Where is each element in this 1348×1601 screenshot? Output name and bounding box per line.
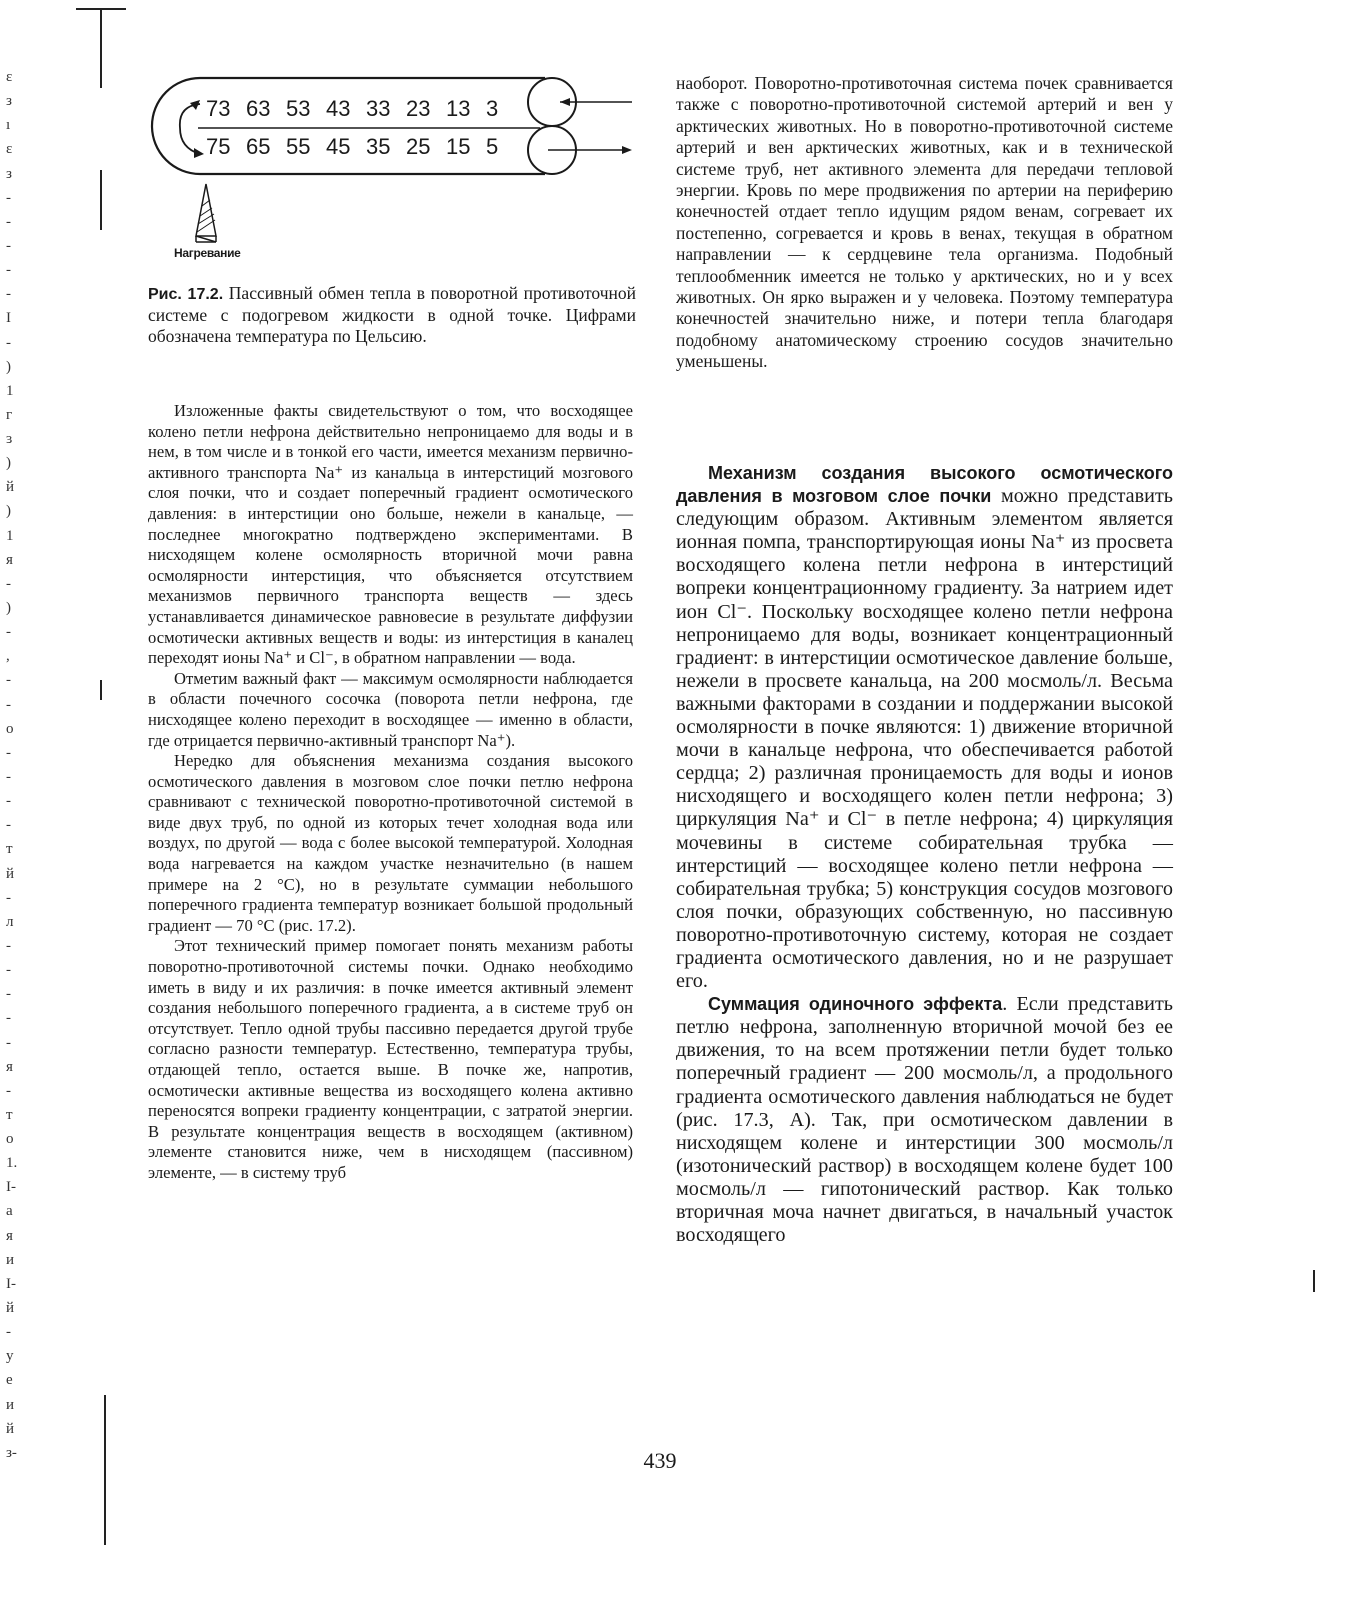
section-paragraph-summation bbox=[676, 993, 1173, 1247]
heating-label: Нагревание bbox=[174, 246, 241, 260]
section-text: . Если представить петлю нефрона, заполненную вторичной мочой без ее движения, то на всем протяжении петли будет только поперечный градиент — 200 мосмоль/л, а продольного градиента осмотического давления наблюдаться не будет (рис. 17.3, А). Так, при осмотическом давлении в нисходящем колене и интерстиции 300 мосмоль/л (изотонический раствор) в восходящем колене будет 100 мосмоль/л — гипотонический раствор. Как только вторичная моча начнет двигаться, в начальный участок восходящего bbox=[676, 993, 1173, 1247]
margin-glyph: й bbox=[6, 1300, 15, 1317]
paragraph: Отметим важный факт — максимум осмолярности наблюдается в области почечного сосочка (поворота петли нефрона, где нисходящее колено переходит в восходящее — именно в области, где отрицается первично-активный транспорт Na⁺). bbox=[148, 668, 633, 750]
gutter-line bbox=[104, 1395, 106, 1545]
temperature-value: 53 bbox=[286, 96, 311, 121]
temperature-value: 45 bbox=[326, 134, 351, 159]
paragraph: Нередко для объяснения механизма создания высокого осмотического давления в мозговом слое почки петлю нефрона сравнивают с технической поворотно-противоточной системой в виде двух труб, по одной из которых течет холодная вода или воздух, по другой — вода с более высокой температурой. Холодная вода нагревается на каждом участке незначительно (в нашем примере на 2 °С), но в результате суммации небольшого поперечного градиента температур возникает большой продольный градиент — 70 °С (рис. 17.2). bbox=[148, 751, 633, 935]
inner-bend-arrow bbox=[180, 104, 200, 154]
margin-glyph: а bbox=[6, 1203, 13, 1220]
margin-glyph: - bbox=[6, 1010, 11, 1027]
margin-glyph: - bbox=[6, 672, 11, 689]
section-heading: Механизм создания высокого осмотического давления в мозговом слое почки bbox=[676, 463, 1173, 507]
margin-glyph: т bbox=[6, 841, 13, 858]
margin-glyph: - bbox=[6, 817, 11, 834]
margin-glyph: I- bbox=[6, 1179, 16, 1196]
margin-glyph: - bbox=[6, 986, 11, 1003]
temperature-value: 25 bbox=[406, 134, 431, 159]
margin-glyph: ) bbox=[6, 358, 11, 375]
margin-glyph: ı bbox=[6, 117, 11, 134]
margin-glyph: - bbox=[6, 213, 11, 230]
margin-glyph: з bbox=[6, 93, 12, 110]
margin-glyph: - bbox=[6, 1324, 11, 1341]
margin-glyph: у bbox=[6, 1348, 14, 1365]
temperature-value: 43 bbox=[326, 96, 351, 121]
margin-glyph: з- bbox=[6, 1444, 17, 1461]
margin-glyph: й bbox=[6, 865, 15, 882]
left-column bbox=[148, 401, 633, 1184]
margin-glyph: - bbox=[6, 189, 11, 206]
page-number: 439 bbox=[643, 1448, 677, 1473]
temperature-value: 63 bbox=[246, 96, 271, 121]
margin-glyph: й bbox=[6, 479, 15, 496]
margin-glyph: з bbox=[6, 165, 12, 182]
heating-arrow-icon bbox=[196, 184, 216, 242]
figure-caption bbox=[148, 283, 636, 347]
temperature-value: 23 bbox=[406, 96, 431, 121]
paragraph: Изложенные факты свидетельствуют о том, что восходящее колено петли нефрона действительно непроницаемо для воды и в нем, в том числе и в тонкой его части, имеется механизм первично-активного транспорта Na⁺ из канальца в интерстиций мозгового слоя почки, что и создает поперечный градиент осмотического давления: в интерстиции оно больше, нежели в канальце, — последнее многократно подтверждено экспериментами. В нисходящем колене осмолярность вторичной мочи равна осмолярности интерстиция, что объясняется отсутствием механизмов первичного транспорта веществ — здесь устанавливается динамическое равновесие в результате диффузии осмотически активных веществ и воды: из интерстиция в каналец переходят ионы Na⁺ и Cl⁻, в обратном направлении — вода. bbox=[148, 401, 633, 668]
margin-glyph: и bbox=[6, 1396, 15, 1413]
margin-glyph: я bbox=[6, 1227, 13, 1244]
margin-glyph: - bbox=[6, 793, 11, 810]
temperature-value: 35 bbox=[366, 134, 391, 159]
margin-glyph: - bbox=[6, 286, 11, 303]
margin-glyph: ) bbox=[6, 503, 11, 520]
temperature-row-bottom bbox=[206, 134, 536, 164]
margin-glyph: о bbox=[6, 1131, 14, 1148]
margin-glyph: 1 bbox=[6, 527, 14, 544]
margin-glyph: е bbox=[6, 1372, 13, 1389]
temperature-value: 65 bbox=[246, 134, 271, 159]
margin-glyph: - bbox=[6, 696, 11, 713]
margin-glyph: - bbox=[6, 889, 11, 906]
margin-glyph: - bbox=[6, 575, 11, 592]
margin-glyph: - bbox=[6, 744, 11, 761]
temperature-value: 55 bbox=[286, 134, 311, 159]
margin-glyph: , bbox=[6, 648, 10, 665]
paragraph: Этот технический пример помогает понять механизм работы поворотно-противоточной системы почки. Однако необходимо иметь в виду и их различия: в почке имеется активный элемент создания небольшого поперечного градиента, а в системе труб он отсутствует. Тепло одной трубы пассивно передается другой трубе согласно разности температур. Естественно, температура трубы, отдающей тепло, остается выше. В почке же, напротив, осмотически активные вещества из восходящего колена активно переносятся вопреки градиенту концентрации, с затратой энергии. В результате концентрация веществ в восходящем (активном) элементе становится ниже, чем в нисходящем (пассивном) элементе, — в систему труб bbox=[148, 936, 633, 1182]
facing-page-margin bbox=[0, 0, 36, 1601]
margin-glyph: й bbox=[6, 1420, 15, 1437]
section-paragraph-mechanism bbox=[676, 462, 1173, 993]
section-text: можно представить следующим образом. Активным элементом является ионная помпа, транспортирующая ионы Na⁺ из просвета восходящего колена петли нефрона в интерстиций вопреки концентрационному градиенту. За натрием идет ион Cl⁻. Поскольку восходящее колено петли нефрона непроницаемо для воды, возникает концентрационный градиент: в интерстиции осмотическое давление больше, нежели в просвете канальца, на 200 мосмоль/л. Весьма важными факторами в создании и поддержании высокой осмолярности в почке являются: 1) движение вторичной мочи в канальце нефрона, что обеспечивается работой сердца; 2) различная проницаемость для воды и ионов нисходящего и восходящего колен петли нефрона; 3) циркуляция Na⁺ и Cl⁻ в петле нефрона; 4) циркуляция мочевины в системе собирательная трубка — интерстиций — восходящее колено петли нефрона — собирательная трубка; 5) конструкция сосудов мозгового слоя почки, образующих собственную, но пассивную поворотно-противоточную систему, которая не создает градиента осмотического давления, но и не разрушает его. bbox=[676, 485, 1173, 993]
margin-glyph: г bbox=[6, 406, 13, 423]
temperature-value: 75 bbox=[206, 134, 231, 159]
margin-glyph: ε bbox=[6, 69, 13, 85]
caption-label: Рис. 17.2. bbox=[148, 286, 224, 303]
margin-glyph: - bbox=[6, 962, 11, 979]
temperature-value: 3 bbox=[486, 96, 499, 121]
right-edge-line bbox=[1313, 1270, 1315, 1292]
temperature-value: 33 bbox=[366, 96, 391, 121]
gutter-line-top-bar bbox=[76, 8, 126, 10]
margin-glyph: - bbox=[6, 937, 11, 954]
margin-glyph: I- bbox=[6, 1275, 16, 1292]
margin-glyph: ) bbox=[6, 600, 11, 617]
temperature-value: 5 bbox=[486, 134, 499, 159]
right-column-main bbox=[676, 462, 1173, 1247]
margin-glyph: т bbox=[6, 1106, 13, 1123]
gutter-line bbox=[100, 680, 102, 700]
margin-glyph: - bbox=[6, 334, 11, 351]
temperature-value: 15 bbox=[446, 134, 471, 159]
margin-glyph: - bbox=[6, 262, 11, 279]
margin-glyph: ) bbox=[6, 455, 11, 472]
outflow-arrowhead bbox=[622, 146, 632, 154]
temperature-row-top bbox=[206, 96, 536, 126]
margin-glyph: 1 bbox=[6, 382, 14, 399]
caption-text: Пассивный обмен тепла в поворотной противоточной системе с подогревом жидкости в одной точке. Цифрами обозначена температура по Цельсию. bbox=[148, 283, 636, 346]
margin-glyph: ɜ bbox=[6, 431, 13, 448]
margin-glyph: - bbox=[6, 1034, 11, 1051]
gutter-line bbox=[100, 170, 102, 230]
margin-glyph: я bbox=[6, 551, 13, 568]
paragraph: наоборот. Поворотно-противоточная система почек сравнивается также с поворотно-противоточной системой артерий и вен у арктических животных. Но в поворотно-противоточной системе артерий и вен арктических животных, как и в технической системе труб, нет активного элемента для передачи тепловой энергии. Кровь по мере продвижения по артерии на периферию конечностей отдает тепло идущим рядом венам, согревает их постепенно, согревается и кровь в венах, текущая в обратном направлении — к сердцевине тела организма. Подобный теплообменник имеется не только у арктических, но и у всех животных. Он ярко выражен и у человека. Поэтому температура конечностей значительно ниже, и потери тепла благодаря подобному анатомическому строению сосудов значительно уменьшены. bbox=[676, 73, 1173, 372]
margin-glyph: я bbox=[6, 1058, 13, 1075]
margin-glyph: о bbox=[6, 720, 14, 737]
margin-glyph: I bbox=[6, 310, 11, 327]
margin-glyph: - bbox=[6, 624, 11, 641]
temperature-value: 13 bbox=[446, 96, 471, 121]
margin-glyph: л bbox=[6, 913, 14, 930]
margin-glyph: - bbox=[6, 769, 11, 785]
right-column-top bbox=[676, 73, 1173, 373]
margin-glyph: 1. bbox=[6, 1155, 18, 1172]
figure-17-2 bbox=[140, 66, 650, 266]
bend-arrowhead-bottom bbox=[194, 148, 204, 158]
gutter-line bbox=[100, 8, 102, 88]
section-heading: Суммация одиночного эффекта bbox=[708, 994, 1003, 1015]
temperature-value: 73 bbox=[206, 96, 231, 121]
margin-glyph: - bbox=[6, 1082, 11, 1099]
margin-glyph: - bbox=[6, 237, 11, 254]
margin-glyph: и bbox=[6, 1251, 15, 1268]
margin-glyph: ε bbox=[6, 141, 13, 158]
